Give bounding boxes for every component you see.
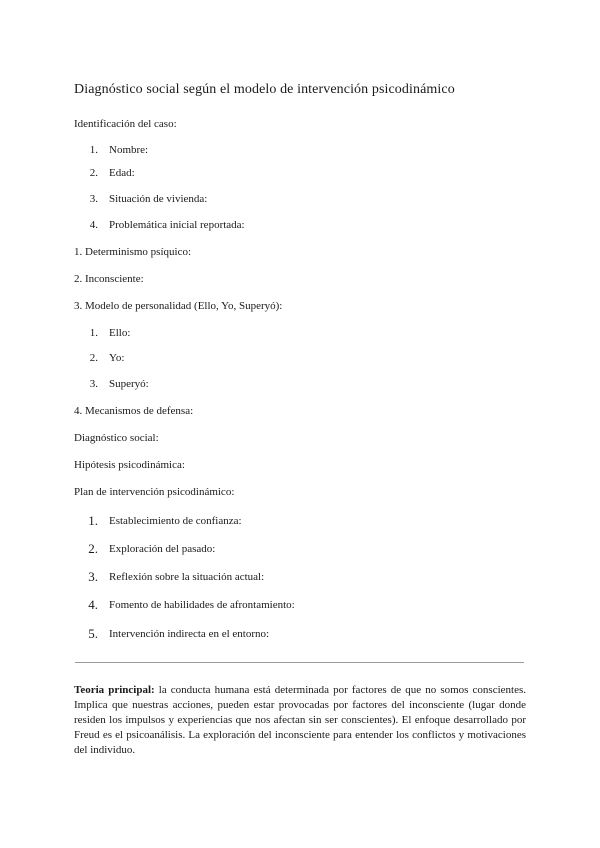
section-diagnostico-social: Diagnóstico social: <box>74 432 159 444</box>
principal-theory-paragraph <box>74 683 526 758</box>
case-item-problematica: Problemática inicial reportada: <box>109 219 245 231</box>
plan-item-number: 1. <box>88 513 98 528</box>
personality-item-yo: Yo: <box>109 352 125 364</box>
plan-item-pasado: Exploración del pasado: <box>109 543 216 555</box>
section-hipotesis: Hipótesis psicodinámica: <box>74 459 185 471</box>
personality-item-superyo: Superyó: <box>109 378 149 390</box>
plan-item-reflexion: Reflexión sobre la situación actual: <box>109 571 265 583</box>
case-item-number: 1. <box>89 144 98 156</box>
plan-item-number: 2. <box>88 541 98 556</box>
personality-item-number: 1. <box>89 327 98 339</box>
personality-item-number: 2. <box>89 352 98 364</box>
plan-item-number: 4. <box>88 597 98 612</box>
plan-item-number: 5. <box>88 626 98 641</box>
plan-item-entorno: Intervención indirecta en el entorno: <box>109 628 270 640</box>
principal-theory-label: Teoria principal: <box>74 684 155 696</box>
personality-item-ello: Ello: <box>109 327 131 339</box>
case-identification-heading: Identificación del caso: <box>74 118 177 130</box>
section-inconsciente: 2. Inconsciente: <box>74 273 144 285</box>
case-item-vivienda: Situación de vivienda: <box>109 193 208 205</box>
case-item-number: 3. <box>89 193 98 205</box>
plan-item-confianza: Establecimiento de confianza: <box>109 515 242 527</box>
plan-item-number: 3. <box>88 569 98 584</box>
case-item-number: 2. <box>89 167 98 179</box>
case-item-edad: Edad: <box>109 167 135 179</box>
case-item-nombre: Nombre: <box>109 144 149 156</box>
case-item-number: 4. <box>89 219 98 231</box>
personality-item-number: 3. <box>89 378 98 390</box>
section-modelo-personalidad: 3. Modelo de personalidad (Ello, Yo, Superyó): <box>74 300 283 312</box>
section-determinismo: 1. Determinismo psíquico: <box>74 246 192 258</box>
section-mecanismos-defensa: 4. Mecanismos de defensa: <box>74 405 194 417</box>
horizontal-divider <box>75 662 524 663</box>
intervention-plan-heading: Plan de intervención psicodinámico: <box>74 486 235 498</box>
plan-item-afrontamiento: Fomento de habilidades de afrontamiento: <box>109 599 295 611</box>
principal-theory-text: la conducta humana está determinada por factores de que no somos conscientes. Implica que nuestras acciones, pueden estar provocadas por factores del inconsciente (lugar donde residen los impulsos y experiencias que nos afectan sin ser conscientes). El enfoque desarrollado por Freud es el psicoanálisis. La exploración del inconsciente para entender los conflictos y motivaciones del individuo. <box>74 684 526 756</box>
document-title: Diagnóstico social según el modelo de intervención psicodinámico <box>74 82 455 97</box>
